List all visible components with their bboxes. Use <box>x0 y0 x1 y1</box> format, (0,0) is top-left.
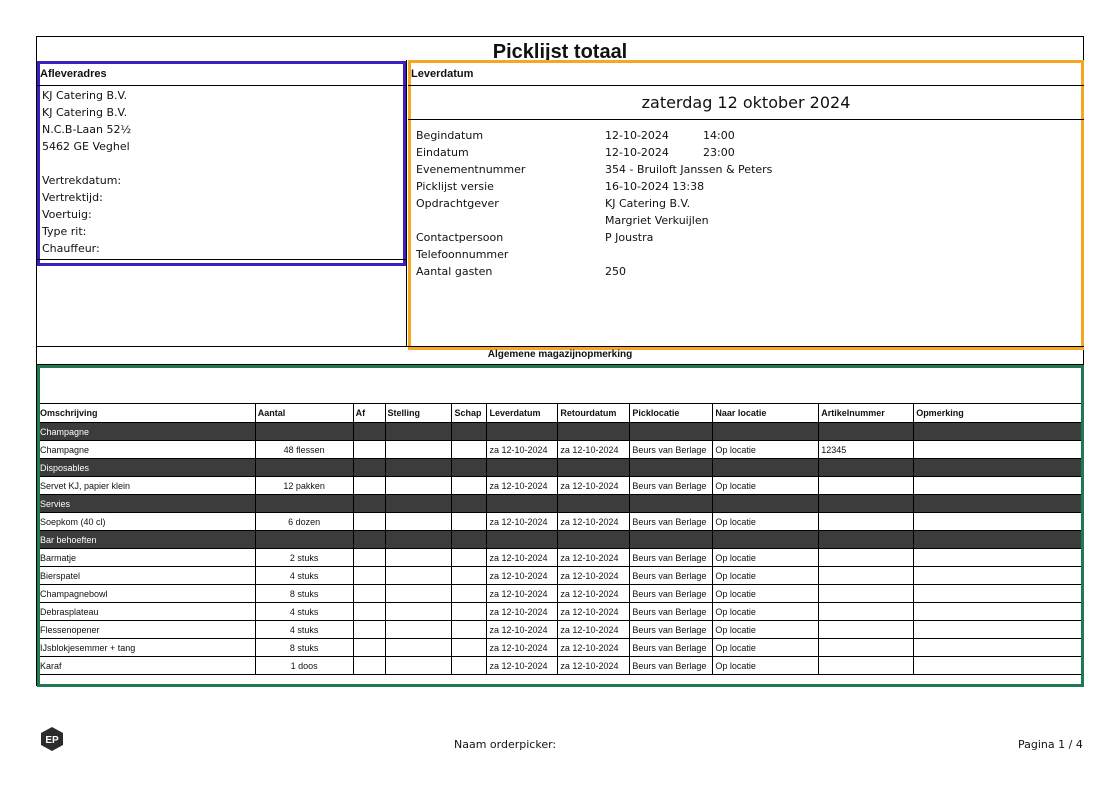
event-field-labels <box>416 127 525 280</box>
table-cell: 4 stuks <box>255 621 353 639</box>
table-cell <box>385 639 452 657</box>
picklist-table <box>37 403 1083 675</box>
category-row <box>38 459 1083 477</box>
table-cell: 4 stuks <box>255 603 353 621</box>
table-cell <box>914 567 1083 585</box>
page-number: Pagina 1 / 4 <box>1018 738 1083 751</box>
table-row <box>38 585 1083 603</box>
event-field-value: 354 - Bruiloft Janssen & Peters <box>605 163 773 176</box>
category-row-cell <box>255 531 353 549</box>
table-cell: Op locatie <box>713 513 819 531</box>
table-cell <box>914 513 1083 531</box>
divider <box>36 346 1084 347</box>
table-cell: Flessenopener <box>38 621 256 639</box>
table-row <box>38 657 1083 675</box>
table-cell: Beurs van Berlage <box>630 603 713 621</box>
table-cell <box>385 513 452 531</box>
table-cell <box>819 603 914 621</box>
address-line: 5462 GE Veghel <box>42 140 130 153</box>
category-row-cell <box>385 495 452 513</box>
category-row-cell <box>385 531 452 549</box>
table-cell: Soepkom (40 cl) <box>38 513 256 531</box>
table-cell: za 12-10-2024 <box>558 621 630 639</box>
address-line <box>42 155 131 172</box>
category-row <box>38 423 1083 441</box>
table-cell: za 12-10-2024 <box>487 441 558 459</box>
page-title: Picklijst totaal <box>492 41 628 63</box>
divider <box>408 85 1084 86</box>
table-cell <box>452 621 487 639</box>
category-row-cell <box>558 423 630 441</box>
table-cell <box>819 549 914 567</box>
table-cell: 2 stuks <box>255 549 353 567</box>
event-field-row <box>605 212 772 229</box>
column-header: Aantal <box>255 404 353 423</box>
event-field-value: 250 <box>605 265 626 278</box>
column-header: Picklocatie <box>630 404 713 423</box>
address-line: Type rit: <box>42 225 87 238</box>
event-field-label: Contactpersoon <box>416 231 504 244</box>
warehouse-remark-label: Algemene magazijnopmerking <box>487 349 633 360</box>
event-field-row <box>605 246 772 263</box>
category-row-cell <box>385 459 452 477</box>
divider <box>37 85 406 86</box>
delivery-heading: Leverdatum <box>411 68 474 80</box>
logo-text: EP <box>45 735 59 746</box>
table-cell <box>452 603 487 621</box>
table-cell <box>353 441 385 459</box>
event-field-label: Begindatum <box>416 129 484 142</box>
table-cell <box>385 477 452 495</box>
table-cell <box>353 513 385 531</box>
address-lines <box>42 87 131 257</box>
table-cell <box>452 477 487 495</box>
table-cell: za 12-10-2024 <box>558 441 630 459</box>
table-header-row <box>38 404 1083 423</box>
table-cell <box>914 657 1083 675</box>
table-cell: Op locatie <box>713 621 819 639</box>
category-row-cell <box>487 459 558 477</box>
table-cell <box>819 567 914 585</box>
category-row-cell <box>914 531 1083 549</box>
table-cell <box>452 549 487 567</box>
table-cell: Op locatie <box>713 567 819 585</box>
category-row-cell <box>819 459 914 477</box>
category-row-cell <box>713 423 819 441</box>
address-line: Chauffeur: <box>42 242 100 255</box>
table-cell: 4 stuks <box>255 567 353 585</box>
table-cell: Op locatie <box>713 585 819 603</box>
category-row-cell <box>255 423 353 441</box>
category-row-cell <box>914 423 1083 441</box>
table-cell <box>452 441 487 459</box>
table-cell <box>353 603 385 621</box>
event-field-row <box>605 144 772 161</box>
column-header: Stelling <box>385 404 452 423</box>
table-cell: Op locatie <box>713 441 819 459</box>
table-cell <box>452 567 487 585</box>
category-row-cell <box>452 459 487 477</box>
address-heading: Afleveradres <box>40 68 107 80</box>
table-cell <box>914 603 1083 621</box>
table-cell: za 12-10-2024 <box>487 585 558 603</box>
table-cell <box>353 549 385 567</box>
column-header: Omschrijving <box>38 404 256 423</box>
event-field-time: 23:00 <box>703 146 735 159</box>
category-row-cell <box>452 495 487 513</box>
column-header: Opmerking <box>914 404 1083 423</box>
category-row-cell <box>255 459 353 477</box>
table-cell: Op locatie <box>713 603 819 621</box>
table-cell <box>353 567 385 585</box>
table-cell <box>819 657 914 675</box>
table-cell <box>385 657 452 675</box>
table-cell <box>914 585 1083 603</box>
column-header: Schap <box>452 404 487 423</box>
table-cell <box>452 513 487 531</box>
table-cell: Barmatje <box>38 549 256 567</box>
category-row-cell <box>558 495 630 513</box>
table-cell: Champagne <box>38 441 256 459</box>
table-cell: za 12-10-2024 <box>558 513 630 531</box>
category-row-cell <box>713 531 819 549</box>
event-field-row <box>605 161 772 178</box>
delivery-date: zaterdag 12 oktober 2024 <box>641 93 851 112</box>
event-field-value: P Joustra <box>605 231 654 244</box>
category-row-cell <box>353 495 385 513</box>
table-cell: za 12-10-2024 <box>487 657 558 675</box>
category-row-cell <box>914 459 1083 477</box>
table-row <box>38 549 1083 567</box>
table-cell: za 12-10-2024 <box>558 585 630 603</box>
event-field-label <box>416 212 525 229</box>
column-header: Retourdatum <box>558 404 630 423</box>
table-cell: Servet KJ, papier klein <box>38 477 256 495</box>
event-field-value: 12-10-2024 <box>605 129 669 142</box>
event-field-time: 14:00 <box>703 129 735 142</box>
category-row-cell <box>487 531 558 549</box>
event-field-value: 12-10-2024 <box>605 146 669 159</box>
table-cell <box>914 639 1083 657</box>
address-line: Vertrektijd: <box>42 191 103 204</box>
table-row <box>38 639 1083 657</box>
event-field-value: Margriet Verkuijlen <box>605 214 709 227</box>
table-cell: Beurs van Berlage <box>630 585 713 603</box>
table-cell: 48 flessen <box>255 441 353 459</box>
event-field-label: Evenementnummer <box>416 163 526 176</box>
category-row-cell <box>353 459 385 477</box>
category-row-cell <box>558 459 630 477</box>
table-cell: Karaf <box>38 657 256 675</box>
category-row-cell <box>452 423 487 441</box>
table-cell <box>819 585 914 603</box>
table-cell: Debrasplateau <box>38 603 256 621</box>
column-header: Af <box>353 404 385 423</box>
orderpicker-name-label: Naam orderpicker: <box>454 738 557 751</box>
table-cell: 8 stuks <box>255 585 353 603</box>
table-cell <box>385 567 452 585</box>
table-row <box>38 441 1083 459</box>
event-field-row <box>605 178 772 195</box>
table-cell: za 12-10-2024 <box>558 549 630 567</box>
table-cell <box>385 585 452 603</box>
category-label: Champagne <box>38 423 256 441</box>
table-cell <box>353 657 385 675</box>
table-cell: 8 stuks <box>255 639 353 657</box>
table-cell <box>353 477 385 495</box>
table-cell: za 12-10-2024 <box>487 621 558 639</box>
table-cell: za 12-10-2024 <box>558 477 630 495</box>
category-row <box>38 531 1083 549</box>
divider <box>36 364 1084 365</box>
table-row <box>38 567 1083 585</box>
category-row-cell <box>353 423 385 441</box>
table-cell <box>385 441 452 459</box>
table-cell: Beurs van Berlage <box>630 549 713 567</box>
table-cell: IJsblokjesemmer + tang <box>38 639 256 657</box>
table-cell: za 12-10-2024 <box>558 603 630 621</box>
category-row-cell <box>630 531 713 549</box>
address-line: N.C.B-Laan 52½ <box>42 123 132 136</box>
event-field-row <box>605 127 772 144</box>
ep-logo-icon <box>40 726 64 756</box>
table-cell: za 12-10-2024 <box>558 567 630 585</box>
table-cell: Beurs van Berlage <box>630 621 713 639</box>
table-cell: 1 doos <box>255 657 353 675</box>
table-cell <box>914 621 1083 639</box>
table-cell: Beurs van Berlage <box>630 477 713 495</box>
category-row-cell <box>819 423 914 441</box>
table-cell: za 12-10-2024 <box>558 639 630 657</box>
category-row-cell <box>819 495 914 513</box>
table-cell <box>452 585 487 603</box>
table-cell <box>353 621 385 639</box>
table-cell <box>452 639 487 657</box>
category-row-cell <box>630 495 713 513</box>
category-row-cell <box>487 495 558 513</box>
category-row <box>38 495 1083 513</box>
category-row-cell <box>713 459 819 477</box>
column-header: Naar locatie <box>713 404 819 423</box>
column-header: Leverdatum <box>487 404 558 423</box>
table-row <box>38 603 1083 621</box>
category-row-cell <box>255 495 353 513</box>
table-cell <box>819 639 914 657</box>
event-field-values <box>605 127 772 280</box>
event-field-label: Opdrachtgever <box>416 197 499 210</box>
table-cell: Op locatie <box>713 657 819 675</box>
address-line: Voertuig: <box>42 208 92 221</box>
table-cell <box>353 639 385 657</box>
category-row-cell <box>385 423 452 441</box>
table-cell: za 12-10-2024 <box>487 603 558 621</box>
table-cell: Beurs van Berlage <box>630 567 713 585</box>
category-row-cell <box>487 423 558 441</box>
event-field-label: Telefoonnummer <box>416 248 509 261</box>
table-cell: Beurs van Berlage <box>630 441 713 459</box>
table-row <box>38 621 1083 639</box>
table-cell: 12345 <box>819 441 914 459</box>
category-row-cell <box>630 459 713 477</box>
table-cell: za 12-10-2024 <box>487 477 558 495</box>
event-field-row <box>605 229 772 246</box>
table-cell: za 12-10-2024 <box>487 549 558 567</box>
table-cell <box>385 549 452 567</box>
category-row-cell <box>630 423 713 441</box>
table-cell: Beurs van Berlage <box>630 513 713 531</box>
table-cell <box>385 621 452 639</box>
table-cell <box>819 513 914 531</box>
category-label: Bar behoeften <box>38 531 256 549</box>
address-line: KJ Catering B.V. <box>42 89 128 102</box>
category-row-cell <box>713 495 819 513</box>
event-field-row <box>605 195 772 212</box>
table-cell: za 12-10-2024 <box>487 567 558 585</box>
category-row-cell <box>819 531 914 549</box>
category-row-cell <box>452 531 487 549</box>
event-field-label: Aantal gasten <box>416 265 493 278</box>
event-field-value: 16-10-2024 13:38 <box>605 180 705 193</box>
table-row <box>38 513 1083 531</box>
table-cell <box>819 621 914 639</box>
category-row-cell <box>353 531 385 549</box>
table-cell: za 12-10-2024 <box>487 513 558 531</box>
table-cell: Bierspatel <box>38 567 256 585</box>
event-field-value: KJ Catering B.V. <box>605 197 691 210</box>
table-cell <box>819 477 914 495</box>
table-cell <box>914 441 1083 459</box>
divider <box>37 259 406 260</box>
table-cell: Op locatie <box>713 477 819 495</box>
table-cell: Beurs van Berlage <box>630 657 713 675</box>
table-cell: Champagnebowl <box>38 585 256 603</box>
table-cell <box>914 477 1083 495</box>
category-row-cell <box>558 531 630 549</box>
table-cell: Op locatie <box>713 639 819 657</box>
table-cell <box>452 657 487 675</box>
table-row <box>38 477 1083 495</box>
event-field-label: Picklijst versie <box>416 180 494 193</box>
category-label: Disposables <box>38 459 256 477</box>
table-cell: Op locatie <box>713 549 819 567</box>
address-line: KJ Catering B.V. <box>42 106 128 119</box>
table-cell: Beurs van Berlage <box>630 639 713 657</box>
table-cell: za 12-10-2024 <box>487 639 558 657</box>
event-field-row <box>605 263 772 280</box>
table-cell: 12 pakken <box>255 477 353 495</box>
category-label: Servies <box>38 495 256 513</box>
divider <box>408 119 1084 120</box>
column-header: Artikelnummer <box>819 404 914 423</box>
table-cell <box>353 585 385 603</box>
address-line: Vertrekdatum: <box>42 174 122 187</box>
event-field-label: Eindatum <box>416 146 469 159</box>
table-cell: 6 dozen <box>255 513 353 531</box>
table-cell <box>385 603 452 621</box>
table-cell: za 12-10-2024 <box>558 657 630 675</box>
table-cell <box>914 549 1083 567</box>
category-row-cell <box>914 495 1083 513</box>
